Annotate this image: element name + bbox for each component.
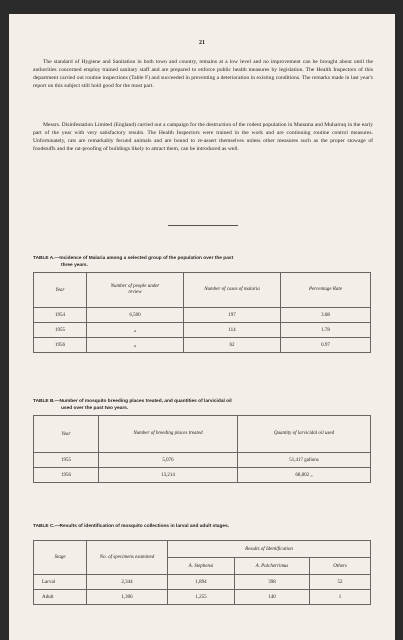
paragraph-hygiene: The standard of Hygiene and Sanitation in both town and country, remains at a low level and no improvement can be brought about until the authorities concerned employ trained sanitary staff and are prepared to enforce public health measures by legislation. The Health Inspectors of this department carried out routine inspections (Table F) and succeeded in preventing a deterioration in existing conditions. The remarks made in last year's report on this subject still hold good for the most part. — [33, 59, 373, 90]
table-cell: 51,417 gallons — [238, 453, 371, 468]
column-header: Percentage Rate — [281, 273, 371, 308]
table-cell: „ — [87, 338, 184, 353]
table-cell: 3.08 — [281, 308, 371, 323]
column-header: A. Pulcherrimus — [235, 558, 310, 575]
table-a-caption-line2: three years. — [61, 262, 88, 268]
table-cell: 68,802 „ — [238, 468, 371, 483]
table-cell: 1955 — [34, 323, 87, 338]
column-header: Quantity of larvicidal oil used — [238, 416, 371, 453]
column-header: Stage — [34, 541, 87, 575]
table-cell: 1,894 — [168, 575, 235, 590]
table-cell: 52 — [310, 575, 371, 590]
table-row — [34, 338, 371, 353]
table-cell: 62 — [184, 338, 281, 353]
table-row — [34, 453, 371, 468]
paragraph-rodent-campaign: Messrs. Disinfestation Limited (England) carried out a campaign for the destruction of the rodent population in Manama and Muharraq in the early part of the year with very satisfactory results. The Health Inspectors were trained in the work and are continuing routine control measures. Unfortunately, rats are remarkably fecund animals and are bound to re-assert themselves unless other measures such as the proper stowage of foodstuffs and the rat-proofing of buildings likely to attract them, can be introduced as well. — [33, 122, 373, 153]
table-cell: Adult — [34, 590, 87, 605]
column-group-header: Results of Identification — [168, 541, 371, 558]
table-header-row — [34, 416, 371, 453]
table-cell: „ — [87, 323, 184, 338]
table-cell: 1954 — [34, 308, 87, 323]
table-header-row — [34, 541, 371, 558]
table-a-malaria — [33, 272, 371, 353]
column-header: Year — [34, 416, 99, 453]
table-b-caption-line1: TABLE B.—Number of mosquito breeding places treated, and quantities of larvicidal oil — [33, 399, 232, 404]
table-b-breeding-places — [33, 415, 371, 483]
table-b-caption — [33, 399, 373, 412]
table-row — [34, 308, 371, 323]
table-cell: Larval — [34, 575, 87, 590]
column-header: Year — [34, 273, 87, 308]
table-row — [34, 323, 371, 338]
table-cell: 1.78 — [281, 323, 371, 338]
column-header: Others — [310, 558, 371, 575]
document-page — [9, 14, 395, 640]
table-row — [34, 575, 371, 590]
table-cell: 1956 — [34, 468, 99, 483]
table-cell: 6,500 — [87, 308, 184, 323]
column-header: Number of cases of malaria — [184, 273, 281, 308]
table-cell: 5,076 — [99, 453, 238, 468]
table-cell: 398 — [235, 575, 310, 590]
table-a-caption — [33, 256, 373, 269]
table-c-caption: TABLE C.—Results of identification of mosquito collections in larval and adult stages. — [33, 524, 230, 529]
table-cell: 1,255 — [168, 590, 235, 605]
table-b-caption-line2: used over the past two years. — [61, 405, 129, 411]
table-header-row — [34, 273, 371, 308]
table-cell: 0.97 — [281, 338, 371, 353]
table-cell: 1,306 — [87, 590, 168, 605]
table-row — [34, 590, 371, 605]
column-header: A. Stephensi — [168, 558, 235, 575]
table-cell: 197 — [184, 308, 281, 323]
table-cell: 1956 — [34, 338, 87, 353]
table-cell: 140 — [235, 590, 310, 605]
column-header: Number of people under review — [87, 273, 184, 308]
table-cell: 1955 — [34, 453, 99, 468]
table-row — [34, 468, 371, 483]
table-cell: 13,214 — [99, 468, 238, 483]
table-c-identification — [33, 540, 371, 605]
section-divider — [168, 225, 238, 226]
column-header: Number of breeding places treated — [99, 416, 238, 453]
page-number: 21 — [199, 40, 205, 46]
column-header: No. of specimens examined — [87, 541, 168, 575]
table-cell: 2,344 — [87, 575, 168, 590]
table-a-caption-line1: TABLE A.—Incidence of Malaria among a selected group of the population over the past — [33, 256, 234, 261]
table-cell: 1 — [310, 590, 371, 605]
table-cell: 114 — [184, 323, 281, 338]
